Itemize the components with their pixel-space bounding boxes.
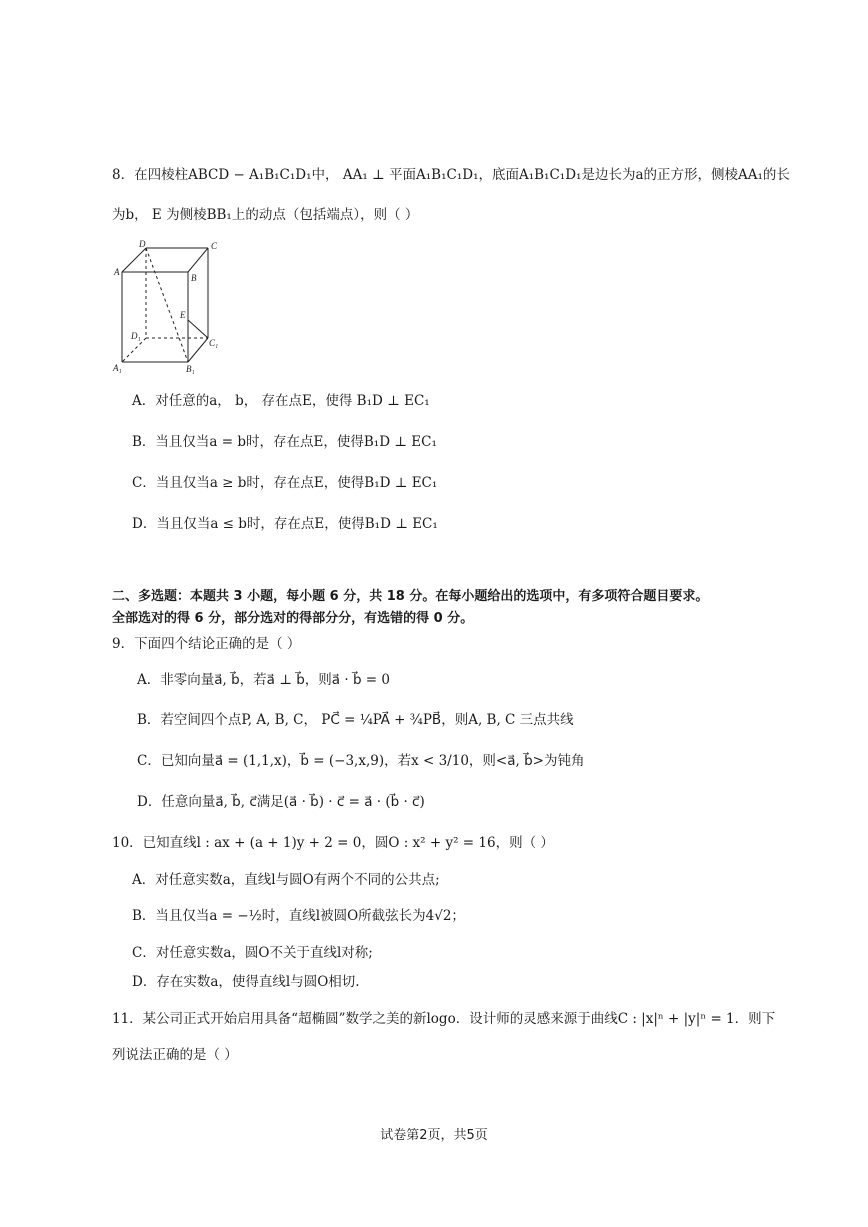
q11-stem-line2: 列说法正确的是（ ） <box>112 1047 238 1063</box>
q9-stem: 9．下面四个结论正确的是（ ） <box>112 636 301 652</box>
q10-option-c: C．对任意实数a，圆O不关于直线l对称; <box>132 945 373 961</box>
q9-option-d: D．任意向量a⃗, b⃗, c⃗满足(a⃗ · b⃗) · c⃗ = a⃗ · (b⃗ · c⃗) <box>137 794 425 810</box>
q8-stem-line2: 为b， E 为侧棱BB₁上的动点（包括端点），则（ ） <box>112 207 419 223</box>
q10-option-a: A．对任意实数a，直线l与圆O有两个不同的公共点; <box>132 872 440 888</box>
label-b: B <box>191 273 197 283</box>
q11-stem-line1: 11．某公司正式开始启用具备“超椭圆”数学之美的新logo．设计师的灵感来源于曲线C : |x|ⁿ + |y|ⁿ = 1．则下 <box>112 1011 776 1027</box>
q8-option-a: A．对任意的a， b， 存在点E，使得 B₁D ⊥ EC₁ <box>132 393 430 409</box>
q9-option-c: C．已知向量a⃗ = (1,1,x)，b⃗ = (−3,x,9)，若x < 3/10，则<a⃗, b⃗>为钝角 <box>137 753 585 769</box>
q9-option-b: B．若空间四个点P, A, B, C， PC⃗ = ¼PA⃗ + ¾PB⃗，则A, B, C 三点共线 <box>137 712 574 728</box>
page-footer: 试卷第2页，共5页 <box>380 1128 488 1143</box>
label-a1: A₁ <box>113 363 122 373</box>
prism-figure <box>112 240 232 375</box>
q8-stem-line1: 8．在四棱柱ABCD − A₁B₁C₁D₁中， AA₁ ⊥ 平面A₁B₁C₁D₁，底面A₁B₁C₁D₁是边长为a的正方形，侧棱AA₁的长 <box>112 167 790 183</box>
label-a: A <box>114 267 120 277</box>
label-b1: B₁ <box>186 364 195 374</box>
label-c: C <box>211 241 218 251</box>
section2-heading-line1: 二、多选题：本题共 3 小题，每小题 6 分，共 18 分。在每小题给出的选项中，有多项符合题目要求。 <box>112 589 709 604</box>
q8-option-c: C．当且仅当a ≥ b时，存在点E，使得B₁D ⊥ EC₁ <box>132 475 438 491</box>
q8-option-d: D．当且仅当a ≤ b时，存在点E，使得B₁D ⊥ EC₁ <box>132 516 438 532</box>
q10-stem: 10．已知直线l : ax + (a + 1)y + 2 = 0，圆O : x² + y² = 16，则（ ） <box>112 835 554 851</box>
q9-option-a: A．非零向量a⃗, b⃗，若a⃗ ⊥ b⃗，则a⃗ · b⃗ = 0 <box>137 672 390 688</box>
section2-heading-line2: 全部选对的得 6 分，部分选对的得部分分，有选错的得 0 分。 <box>112 611 474 626</box>
q10-option-d: D．存在实数a，使得直线l与圆O相切. <box>132 974 360 990</box>
q8-option-b: B．当且仅当a = b时，存在点E，使得B₁D ⊥ EC₁ <box>132 434 437 450</box>
q10-option-b: B．当且仅当a = −½时，直线l被圆O所截弦长为4√2； <box>132 908 465 924</box>
label-d: D <box>139 240 146 249</box>
label-d1: D₁ <box>131 331 141 341</box>
label-e: E <box>180 310 186 320</box>
label-c1: C₁ <box>209 338 219 348</box>
